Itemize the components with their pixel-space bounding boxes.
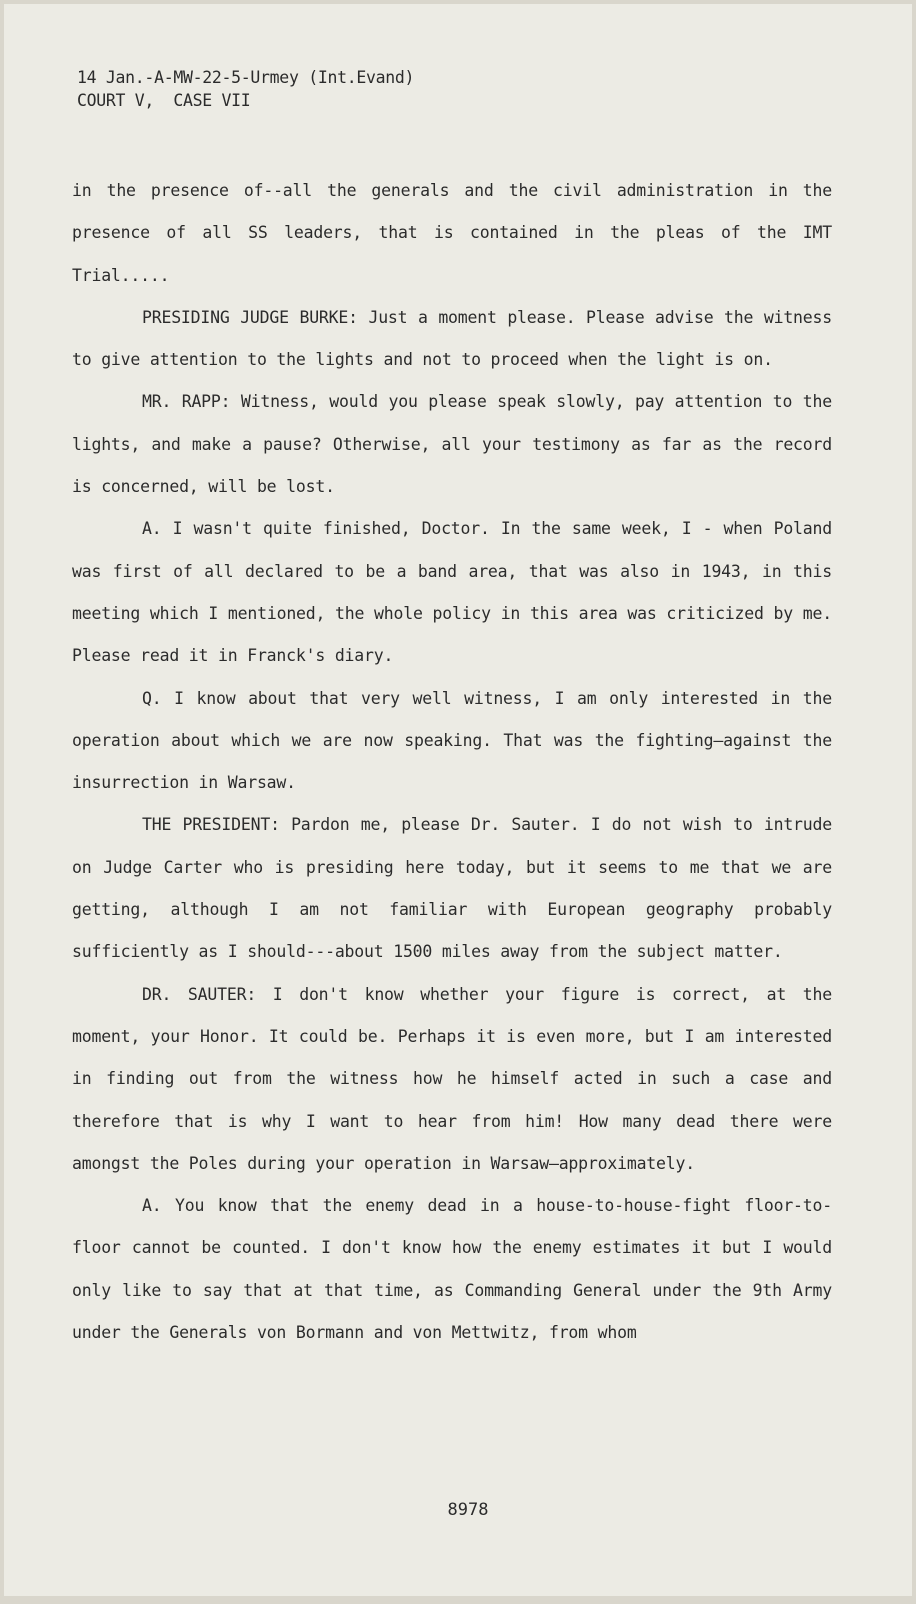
- paragraph-mr-rapp: MR. RAPP: Witness, would you please speak slowly, pay attention to the lights, and make a pause? Otherwise, all your testimony as far as the record is concerned, will be lost.: [72, 392, 832, 497]
- paragraph-answer-1: A. I wasn't quite finished, Doctor. In the same week, I - when Poland was first of all declared to be a band area, that was also in 1943, in this meeting which I mentioned, the whole policy in this area was criticized by me. Please read it in Franck's diary.: [72, 519, 832, 666]
- document-page: [4, 4, 912, 1596]
- paragraph-presiding-judge: PRESIDING JUDGE BURKE: Just a moment please. Please advise the witness to give attention to the lights and not to proceed when the light is on.: [72, 307, 832, 370]
- paragraph-continuation: in the presence of--all the generals and the civil administration in the presence of all SS leaders, that is contained in the pleas of the IMT Trial.....: [72, 181, 832, 285]
- paragraph-question: Q. I know about that very well witness, I am only interested in the operation about which we are now speaking. That was the fighting—against the insurrection in Warsaw.: [72, 688, 832, 793]
- paragraph-dr-sauter: DR. SAUTER: I don't know whether your figure is correct, at the moment, your Honor. It could be. Perhaps it is even more, but I am interested in finding out from the witness how he himself acted in such a case and therefore that is why I want to hear from him! How many dead there were amongst the Poles during your operation in Warsaw—approximately.: [72, 984, 832, 1173]
- page-number: 8978: [447, 1500, 489, 1520]
- header-case-reference: 14 Jan.-A-MW-22-5-Urmey (Int.Evand): [77, 68, 415, 87]
- transcript-body: [72, 170, 832, 1354]
- document-header: [77, 66, 414, 112]
- paragraph-the-president: THE PRESIDENT: Pardon me, please Dr. Sauter. I do not wish to intrude on Judge Carter who is presiding here today, but it seems to me that we are getting, although I am not familiar with European geography probably sufficiently as I should---about 1500 miles away from the subject matter.: [72, 815, 832, 962]
- header-court-case: COURT V, CASE VII: [77, 91, 251, 110]
- paragraph-answer-2: A. You know that the enemy dead in a house-to-house-fight floor-to-floor cannot be counted. I don't know how the enemy estimates it but I would only like to say that at that time, as Commanding General under the 9th Army under the Generals von Bormann and von Mettwitz, from whom: [72, 1196, 832, 1343]
